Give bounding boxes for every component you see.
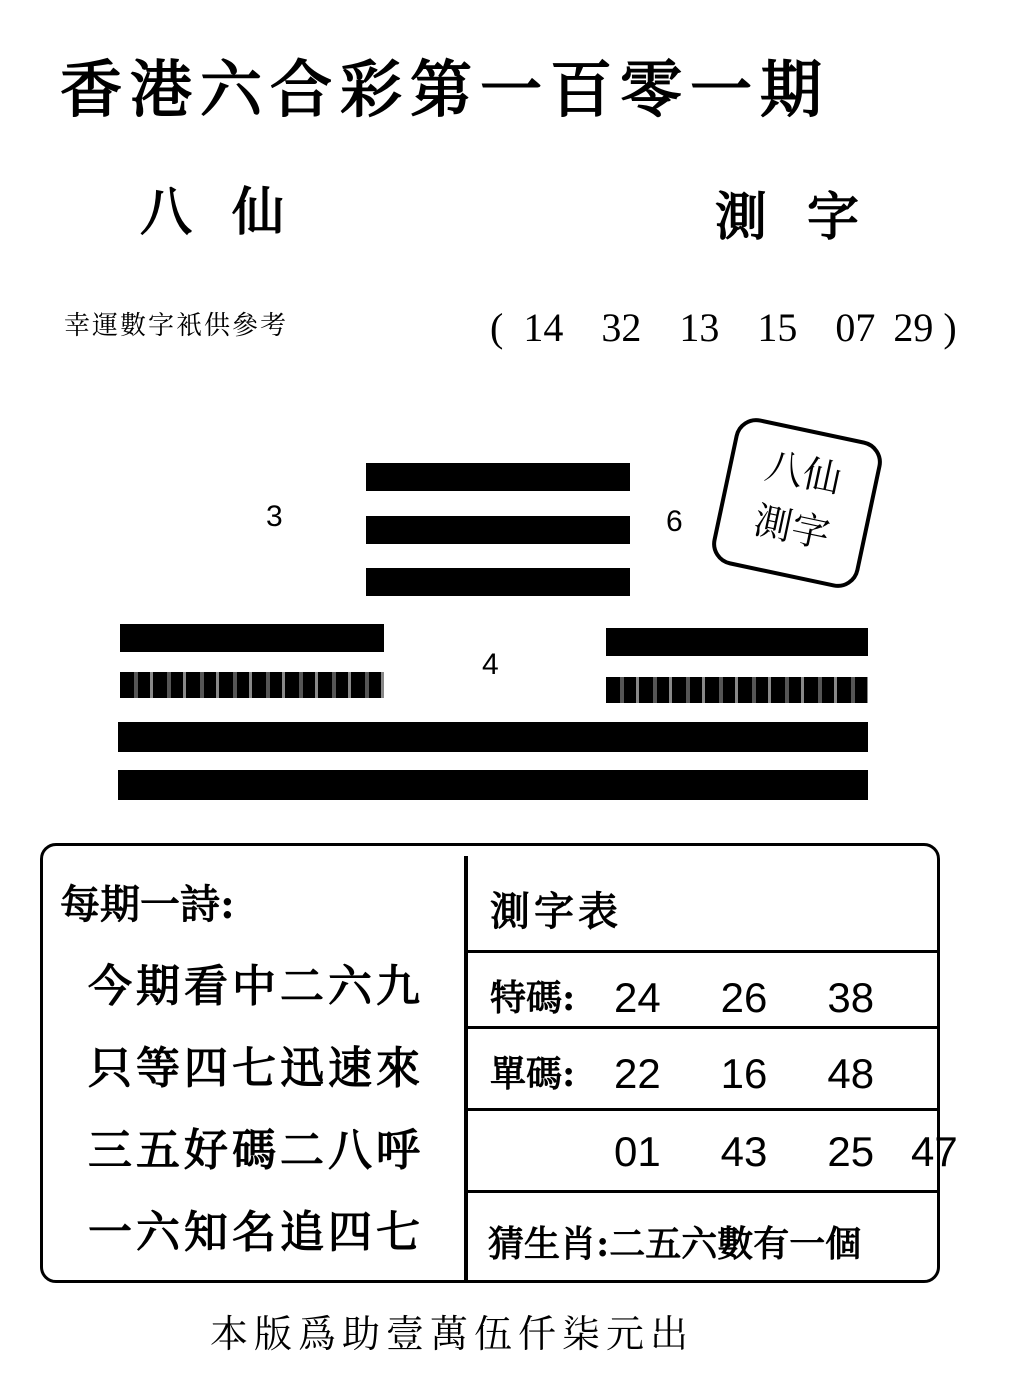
poem-line: 只等四七迅速來: [88, 1043, 424, 1094]
special-label: 特碼:: [490, 977, 576, 1019]
hexagram-left-line-1: [120, 624, 384, 652]
hexagram-right-line-1: [606, 628, 868, 656]
lucky-number: 13: [679, 305, 720, 350]
single-label: 單碼:: [490, 1053, 576, 1095]
extra-number: 47: [911, 1128, 958, 1175]
lucky-note: 幸運數字衹供參考: [64, 311, 289, 341]
lucky-numbers: [490, 304, 957, 351]
table-rule: [468, 950, 938, 953]
stamp-line-1: 八仙: [761, 443, 846, 503]
zodiac-text: 二五六數有一個: [609, 1223, 862, 1265]
special-number: 24: [614, 974, 661, 1021]
extra-values: [614, 1128, 958, 1176]
poem-line: 三五好碼二八呼: [88, 1125, 424, 1176]
stamp-line-2: 測字: [750, 498, 834, 557]
lucky-close-paren: ): [943, 305, 957, 350]
hexagram-label-right: 6: [666, 505, 683, 538]
box-divider: [464, 856, 468, 1280]
hexagram-label-left: 3: [266, 500, 283, 533]
seal-stamp: [708, 414, 886, 592]
poem-line: 一六知名追四七: [88, 1207, 424, 1258]
hexagram-upper-line-3: [366, 568, 630, 596]
page-title: 香港六合彩第一百零一期: [60, 53, 831, 126]
hexagram-label-center: 4: [482, 648, 499, 681]
hexagram-base-line-1: [118, 722, 868, 752]
zodiac-row: [488, 1216, 861, 1267]
lucky-number: 15: [757, 305, 798, 350]
cezi-heading: 測字表: [490, 888, 622, 935]
footer-note: 本版爲助壹萬伍仟柒元出: [210, 1312, 695, 1356]
subtitle-left: 八仙: [140, 182, 325, 243]
extra-number: 43: [720, 1128, 768, 1175]
lucky-number: 29: [893, 305, 934, 350]
lucky-number: 07: [835, 305, 876, 350]
single-number: 22: [614, 1050, 661, 1097]
subtitle-right: 測字: [715, 187, 900, 248]
zodiac-label: 猜生肖:: [488, 1223, 610, 1265]
lucky-number: 14: [523, 305, 564, 350]
single-values: [614, 1050, 922, 1098]
single-number: 16: [720, 1050, 768, 1097]
table-rule: [468, 1026, 938, 1029]
hexagram-right-line-2: [606, 677, 868, 703]
lucky-open-paren: (: [490, 305, 504, 350]
special-number: 26: [720, 974, 768, 1021]
extra-number: 25: [827, 1128, 875, 1175]
poem-line: 今期看中二六九: [88, 961, 424, 1012]
special-number: 38: [827, 974, 875, 1021]
special-values: [614, 974, 922, 1022]
hexagram-left-line-2: [120, 672, 384, 698]
poem-heading: 每期一詩:: [60, 881, 235, 928]
extra-number: 01: [614, 1128, 661, 1175]
table-rule: [468, 1190, 938, 1193]
lucky-number: 32: [601, 305, 642, 350]
hexagram-base-line-2: [118, 770, 868, 800]
hexagram-upper-line-2: [366, 516, 630, 544]
single-number: 48: [827, 1050, 875, 1097]
hexagram-upper-line-1: [366, 463, 630, 491]
table-rule: [468, 1108, 938, 1111]
